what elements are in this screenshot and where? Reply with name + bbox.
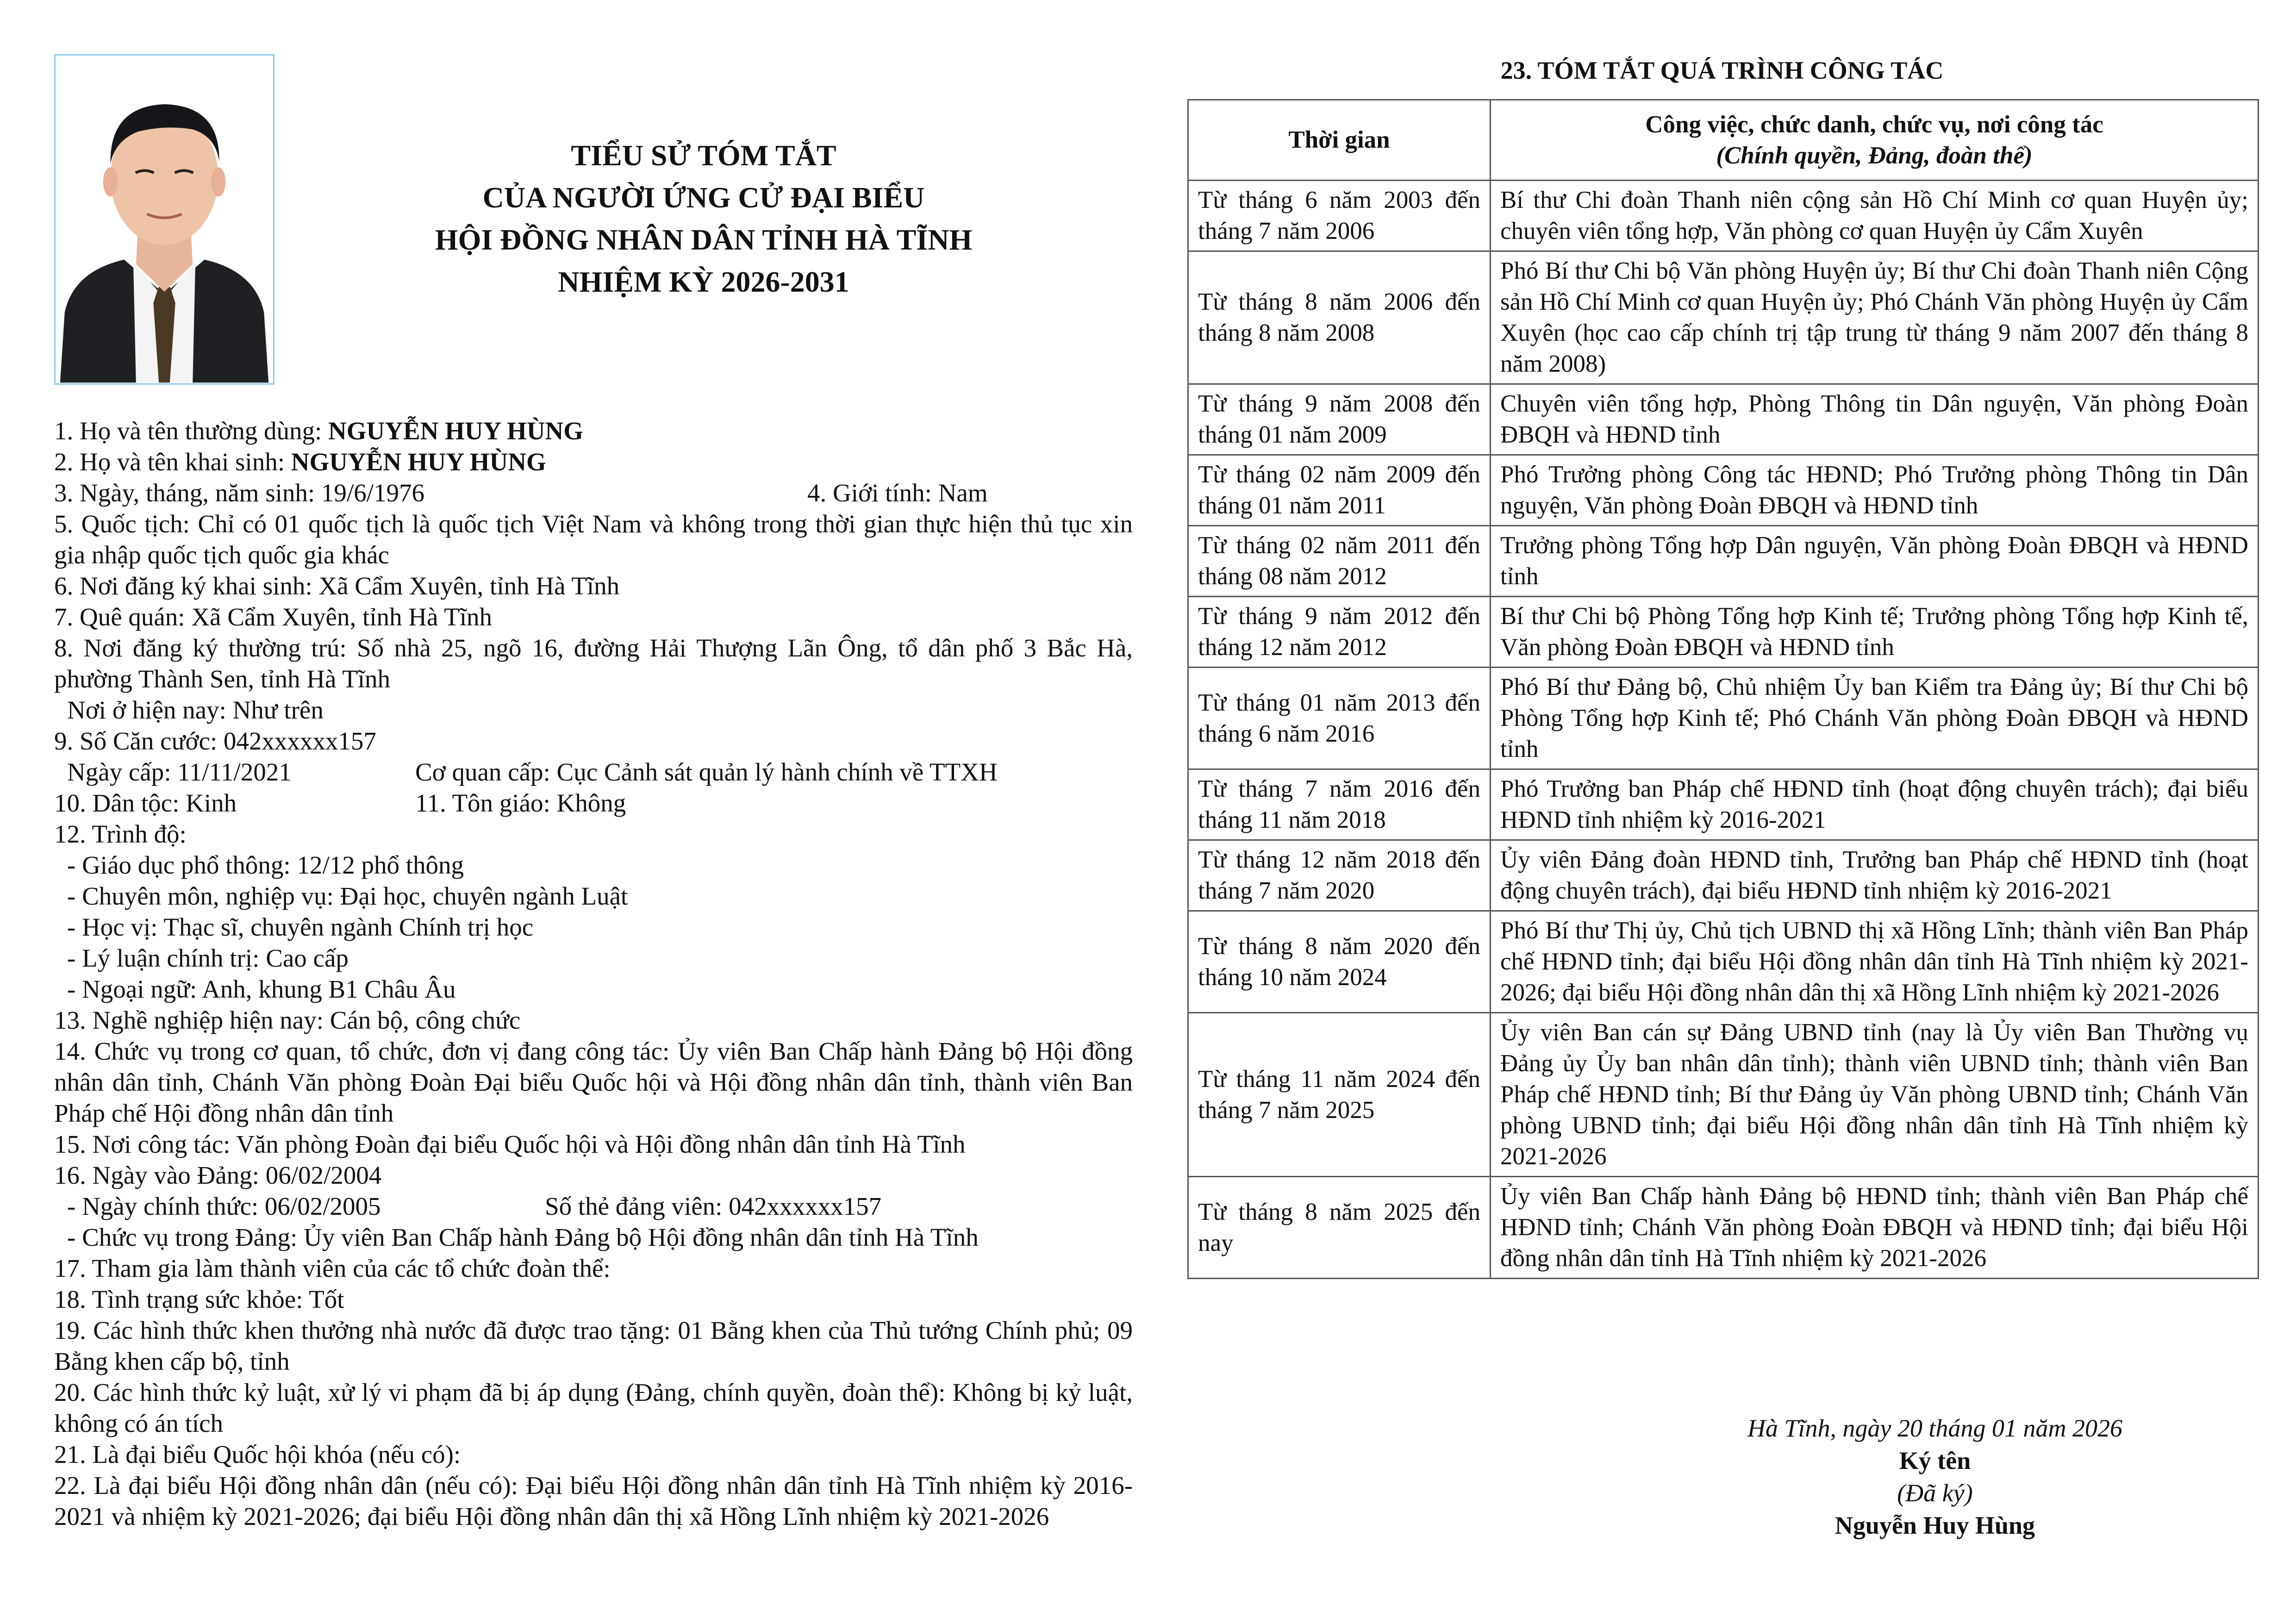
info-id-issue [54, 756, 1133, 787]
info-common-name: 1. Họ và tên thường dùng: NGUYỄN HUY HÙNG [54, 417, 584, 445]
info-hometown: 7. Quê quán: Xã Cẩm Xuyên, tỉnh Hà Tĩnh [54, 603, 493, 631]
row-job: Phó Trưởng phòng Công tác HĐND; Phó Trưởng phòng Thông tin Dân nguyện, Văn phòng Đoàn ĐBQH và HĐND tỉnh [1491, 455, 2259, 526]
info-party-position: - Chức vụ trong Đảng: Ủy viên Ban Chấp hành Đảng bộ Hội đồng nhân dân tỉnh Hà Tĩnh [67, 1223, 979, 1251]
row-job: Bí thư Chi đoàn Thanh niên cộng sản Hồ Chí Minh cơ quan Huyện ủy; chuyên viên tổng hợp, Văn phòng cơ quan Huyện ủy Cẩm Xuyên [1491, 181, 2259, 251]
party-official-date: - Ngày chính thức: 06/02/2005 [67, 1192, 381, 1220]
row-time: Từ tháng 8 năm 2006 đến tháng 8 năm 2008 [1188, 251, 1491, 384]
info-permanent-residence: 8. Nơi đăng ký thường trú: Số nhà 25, ngõ 16, đường Hải Thượng Lãn Ông, tổ dân phố 3 Bắc Hà, phường Thành Sen, tỉnh Hà Tĩnh [54, 634, 1133, 693]
title-line-2: CỦA NGƯỜI ỨNG CỬ ĐẠI BIỂU [482, 181, 925, 214]
id-issue-agency: Cơ quan cấp: Cục Cảnh sát quản lý hành chính về TTXH [415, 758, 998, 786]
gender: 4. Giới tính: Nam [807, 479, 988, 507]
signature-label: Ký tên [1899, 1447, 1971, 1474]
info-health: 18. Tình trạng sức khỏe: Tốt [54, 1285, 344, 1313]
table-row [1188, 181, 2259, 251]
table-row [1188, 526, 2259, 597]
portrait-image [56, 56, 273, 383]
religion: 11. Tôn giáo: Không [415, 789, 626, 817]
title-line-1: TIỂU SỬ TÓM TẮT [571, 139, 836, 172]
row-time: Từ tháng 9 năm 2012 đến tháng 12 năm 2012 [1188, 597, 1491, 668]
info-education-professional: - Chuyên môn, nghiệp vụ: Đại học, chuyên ngành Luật [67, 882, 628, 910]
info-organizations: 17. Tham gia làm thành viên của các tổ chức đoàn thể: [54, 1254, 611, 1282]
place-date: Hà Tĩnh, ngày 20 tháng 01 năm 2026 [1747, 1414, 2122, 1442]
row-job: Ủy viên Ban cán sự Đảng UBND tỉnh (nay là Ủy viên Ban Thường vụ Đảng ủy Ủy ban nhân dân tỉnh); thành viên UBND tỉnh; thành viên Ban Pháp chế HĐND tỉnh; Bí thư Đảng ủy Văn phòng UBND tỉnh; Chánh Văn phòng UBND tỉnh; đại biểu Hội đồng nhân dân tỉnh Hà Tĩnh nhiệm kỳ 2021-2026 [1491, 1013, 2259, 1177]
col-job-header: Công việc, chức danh, chức vụ, nơi công tác (Chính quyền, Đảng, đoàn thể) [1491, 100, 2259, 181]
table-row [1188, 840, 2259, 911]
table-row [1188, 1013, 2259, 1177]
info-nationality: 5. Quốc tịch: Chỉ có 01 quốc tịch là quốc tịch Việt Nam và không trong thời gian thực hiện thủ tục xin gia nhập quốc tịch quốc gia khác [54, 510, 1133, 569]
birth-name-value: NGUYỄN HUY HÙNG [291, 448, 546, 476]
title-line-4: NHIỆM KỲ 2026-2031 [558, 265, 849, 298]
info-occupation: 13. Nghề nghiệp hiện nay: Cán bộ, công chức [54, 1006, 521, 1034]
id-issue-date: Ngày cấp: 11/11/2021 [67, 758, 292, 786]
table-row [1188, 668, 2259, 769]
info-current-position: 14. Chức vụ trong cơ quan, tổ chức, đơn vị đang công tác: Ủy viên Ban Chấp hành Đảng bộ Hội đồng nhân dân tỉnh, Chánh Văn phòng Đoàn Đại biểu Quốc hội và Hội đồng nhân dân tỉnh, thành viên Ban Pháp chế Hội đồng nhân dân tỉnh [54, 1037, 1133, 1127]
info-current-residence: Nơi ở hiện nay: Như trên [67, 696, 324, 724]
info-education-language: - Ngoại ngữ: Anh, khung B1 Châu Âu [67, 975, 456, 1003]
info-discipline: 20. Các hình thức kỷ luật, xử lý vi phạm đã bị áp dụng (Đảng, chính quyền, đoàn thể): Không bị kỷ luật, không có án tích [54, 1378, 1133, 1437]
info-education-degree: - Học vị: Thạc sĩ, chuyên ngành Chính trị học [67, 913, 534, 941]
row-job: Phó Bí thư Đảng bộ, Chủ nhiệm Ủy ban Kiểm tra Đảng ủy; Bí thư Chi bộ Phòng Tổng hợp Kinh tế; Phó Chánh Văn phòng Đoàn ĐBQH và HĐND tỉnh [1491, 668, 2259, 769]
info-party-join-date: 16. Ngày vào Đảng: 06/02/2004 [54, 1161, 382, 1189]
career-table [1187, 99, 2259, 1279]
row-job: Bí thư Chi bộ Phòng Tổng hợp Kinh tế; Trưởng phòng Tổng hợp Kinh tế, Văn phòng Đoàn ĐBQH và HĐND tỉnh [1491, 597, 2259, 668]
row-time: Từ tháng 02 năm 2011 đến tháng 08 năm 2012 [1188, 526, 1491, 597]
row-job: Ủy viên Ban Chấp hành Đảng bộ HĐND tỉnh; thành viên Ban Pháp chế HĐND tỉnh; Chánh Văn phòng Đoàn ĐBQH và HĐND tỉnh; đại biểu Hội đồng nhân dân tỉnh Hà Tĩnh nhiệm kỳ 2021-2026 [1491, 1177, 2259, 1279]
row-time: Từ tháng 6 năm 2003 đến tháng 7 năm 2006 [1188, 181, 1491, 251]
row-job: Ủy viên Đảng đoàn HĐND tỉnh, Trưởng ban Pháp chế HĐND tỉnh (hoạt động chuyên trách), đại biểu HĐND tỉnh nhiệm kỳ 2016-2021 [1491, 840, 2259, 911]
row-job: Phó Bí thư Chi bộ Văn phòng Huyện ủy; Bí thư Chi đoàn Thanh niên Cộng sản Hồ Chí Minh cơ quan Huyện ủy; Phó Chánh Văn phòng Huyện ủy Cẩm Xuyên (học cao cấp chính trị tập trung từ tháng 9 năm 2007 đến tháng 8 năm 2008) [1491, 251, 2259, 384]
info-education-heading: 12. Trình độ: [54, 820, 187, 848]
info-birth-registration: 6. Nơi đăng ký khai sinh: Xã Cẩm Xuyên, tỉnh Hà Tĩnh [54, 572, 620, 600]
row-job: Phó Bí thư Thị ủy, Chủ tịch UBND thị xã Hồng Lĩnh; thành viên Ban Pháp chế HĐND tỉnh; đại biểu Hội đồng nhân dân tỉnh Hà Tĩnh nhiệm kỳ 2021-2026; đại biểu Hội đồng nhân dân thị xã Hồng Lĩnh nhiệm kỳ 2021-2026 [1491, 911, 2259, 1013]
birthdate: 3. Ngày, tháng, năm sinh: 19/6/1976 [54, 479, 424, 507]
row-time: Từ tháng 9 năm 2008 đến tháng 01 năm 2009 [1188, 384, 1491, 455]
table-row [1188, 1177, 2259, 1279]
title-line-3: HỘI ĐỒNG NHÂN DÂN TỈNH HÀ TĨNH [435, 223, 973, 256]
document-title [324, 134, 1083, 303]
row-job: Trưởng phòng Tổng hợp Dân nguyện, Văn phòng Đoàn ĐBQH và HĐND tỉnh [1491, 526, 2259, 597]
table-row [1188, 251, 2259, 384]
info-birthdate-gender [54, 477, 1133, 508]
row-time: Từ tháng 11 năm 2024 đến tháng 7 năm 2025 [1188, 1013, 1491, 1177]
signature-block [1666, 1412, 2203, 1542]
career-section-title: 23. TÓM TẮT QUÁ TRÌNH CÔNG TÁC [1500, 56, 1944, 84]
row-time: Từ tháng 12 năm 2018 đến tháng 7 năm 2020 [1188, 840, 1491, 911]
row-time: Từ tháng 7 năm 2016 đến tháng 11 năm 2018 [1188, 769, 1491, 840]
info-awards: 19. Các hình thức khen thưởng nhà nước đã được trao tặng: 01 Bằng khen của Thủ tướng Chính phủ; 09 Bằng khen cấp bộ, tỉnh [54, 1316, 1133, 1375]
table-row [1188, 769, 2259, 840]
table-row [1188, 911, 2259, 1013]
table-row [1188, 597, 2259, 668]
table-row [1188, 384, 2259, 455]
party-card-number: Số thẻ đảng viên: 042xxxxxx157 [545, 1192, 882, 1220]
col-time-header: Thời gian [1188, 100, 1491, 181]
info-national-assembly: 21. Là đại biểu Quốc hội khóa (nếu có): [54, 1440, 461, 1468]
signer-name: Nguyễn Huy Hùng [1834, 1512, 2035, 1539]
info-birth-name: 2. Họ và tên khai sinh: NGUYỄN HUY HÙNG [54, 448, 546, 476]
row-time: Từ tháng 8 năm 2020 đến tháng 10 năm 2024 [1188, 911, 1491, 1013]
common-name-value: NGUYỄN HUY HÙNG [328, 417, 584, 445]
row-job: Phó Trưởng ban Pháp chế HĐND tỉnh (hoạt động chuyên trách); đại biểu HĐND tỉnh nhiệm kỳ 2016-2021 [1491, 769, 2259, 840]
info-peoples-council: 22. Là đại biểu Hội đồng nhân dân (nếu có): Đại biểu Hội đồng nhân dân tỉnh Hà Tĩnh nhiệm kỳ 2016-2021 và nhiệm kỳ 2021-2026; đại biểu Hội đồng nhân dân thị xã Hồng Lĩnh nhiệm kỳ 2021-2026 [54, 1471, 1133, 1530]
row-time: Từ tháng 02 năm 2009 đến tháng 01 năm 2011 [1188, 455, 1491, 526]
info-ethnicity-religion [54, 787, 1133, 818]
table-row [1188, 455, 2259, 526]
row-job: Chuyên viên tổng hợp, Phòng Thông tin Dân nguyện, Văn phòng Đoàn ĐBQH và HĐND tỉnh [1491, 384, 2259, 455]
ethnicity: 10. Dân tộc: Kinh [54, 789, 237, 817]
info-workplace: 15. Nơi công tác: Văn phòng Đoàn đại biểu Quốc hội và Hội đồng nhân dân tỉnh Hà Tĩnh [54, 1130, 966, 1158]
info-education-general: - Giáo dục phổ thông: 12/12 phổ thông [67, 851, 464, 879]
candidate-photo [54, 54, 275, 385]
row-time: Từ tháng 01 năm 2013 đến tháng 6 năm 2016 [1188, 668, 1491, 769]
info-education-political: - Lý luận chính trị: Cao cấp [67, 944, 349, 972]
personal-info [54, 415, 1133, 1532]
info-id-number: 9. Số Căn cước: 042xxxxxx157 [54, 727, 376, 755]
row-time: Từ tháng 8 năm 2025 đến nay [1188, 1177, 1491, 1279]
info-party-official [54, 1191, 1133, 1222]
career-table-header [1188, 100, 2259, 181]
signature-status: (Đã ký) [1897, 1479, 1973, 1507]
